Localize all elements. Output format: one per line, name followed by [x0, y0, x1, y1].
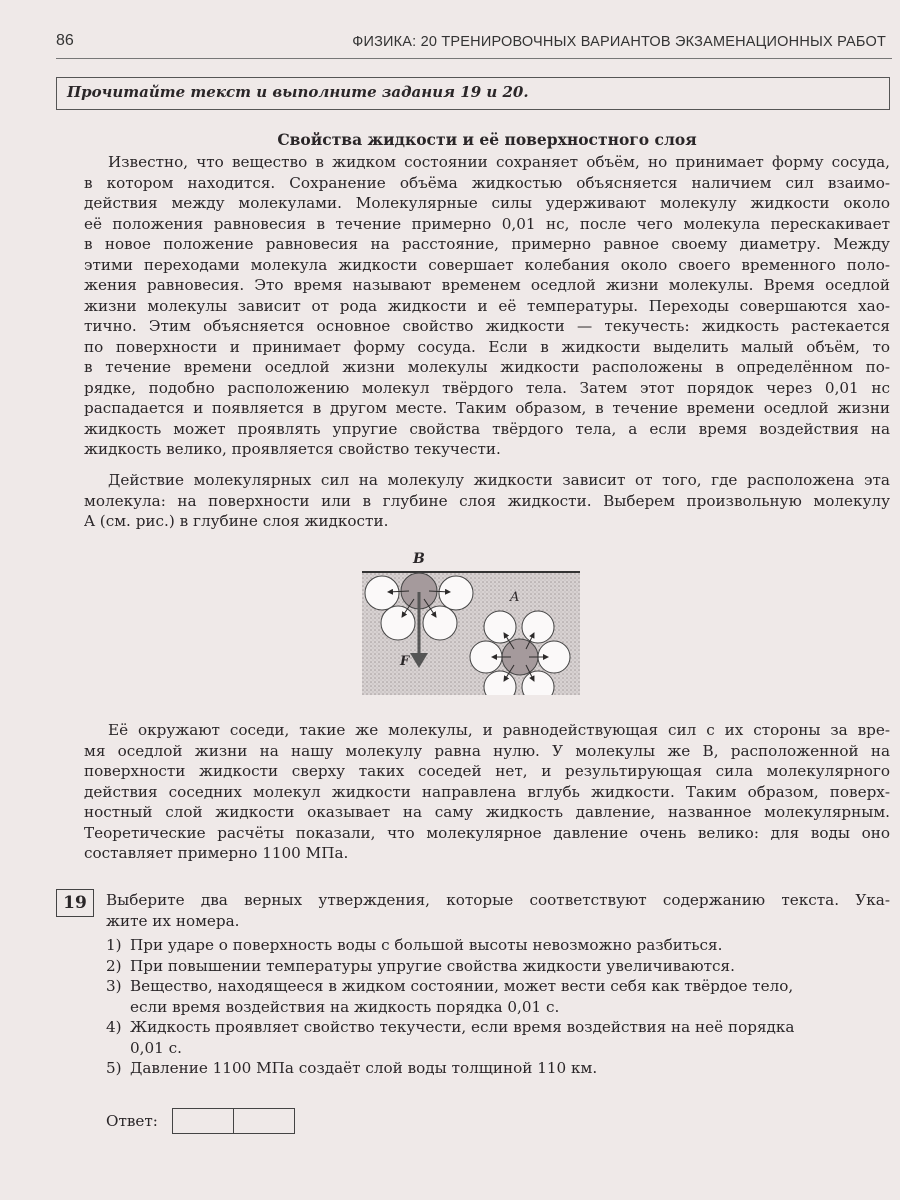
text-line: в течение времени оседлой жизни молекулы жидкости расположены в определённом по-	[84, 358, 890, 376]
text-line: жите их номера.	[106, 911, 240, 930]
running-title: ФИЗИКА: 20 ТРЕНИРОВОЧНЫХ ВАРИАНТОВ ЭКЗАМЕНАЦИОННЫХ РАБОТ	[352, 34, 886, 50]
text-line: ностный слой жидкости оказывает на саму жидкость давление, названное молекулярным.	[84, 803, 890, 821]
answer-options	[106, 935, 890, 1079]
text-line: молекула: на поверхности или в глубине слоя жидкости. Выберем произвольную молекулу	[84, 491, 890, 510]
instruction-box	[56, 77, 890, 110]
option-number: 3)	[106, 977, 122, 995]
text-line: тично. Этим объясняется основное свойство жидкости — текучесть: жидкость растекается	[84, 317, 890, 335]
paragraph-2	[84, 470, 890, 532]
paragraph-3	[84, 720, 890, 864]
question-prompt	[106, 890, 890, 931]
molecule-figure	[362, 545, 582, 699]
molecule-diagram	[362, 545, 582, 695]
text-line: её положения равновесия в течение примерно 0,01 нс, после чего молекула перескакивает	[84, 214, 890, 233]
text-line: поверхности жидкости сверху таких соседей нет, и результирующая сила молекулярного	[84, 762, 890, 780]
label-b: B	[413, 551, 425, 567]
option-item	[106, 956, 890, 977]
text-line: Известно, что вещество в жидком состоянии сохраняет объём, но принимает форму сосуда,	[108, 153, 890, 171]
option-number: 4)	[106, 1018, 122, 1036]
answer-cell-2[interactable]	[234, 1108, 295, 1134]
text-line: в новое положение равновесия на расстояние, примерно равное своему диаметру. Между	[84, 235, 890, 253]
answer-label: Ответ:	[106, 1112, 158, 1130]
option-text: При ударе о поверхность воды с большой высоты невозможно разбиться.	[130, 936, 723, 954]
answer-row	[106, 1108, 295, 1134]
option-item	[106, 935, 890, 956]
label-a: A	[510, 590, 520, 605]
option-item	[106, 1058, 890, 1079]
text-line: по поверхности и принимает форму сосуда. Если в жидкости выделить малый объём, то	[84, 337, 890, 356]
answer-cell-1[interactable]	[172, 1108, 234, 1134]
text-line: жидкость велико, проявляется свойство текучести.	[84, 440, 501, 458]
text-line: действия между молекулами. Молекулярные силы удерживают молекулу жидкости около	[84, 194, 890, 212]
text-line: Теоретические расчёты показали, что молекулярное давление очень велико: для воды оно	[84, 823, 890, 842]
article-title: Свойства жидкости и её поверхностного слоя	[277, 130, 697, 149]
text-line: Действие молекулярных сил на молекулу жидкости зависит от того, где расположена эта	[108, 471, 890, 489]
answer-cells	[172, 1108, 295, 1134]
option-text: При повышении температуры упругие свойства жидкости увеличиваются.	[130, 956, 735, 975]
option-text: Вещество, находящееся в жидком состоянии, может вести себя как твёрдое тело, если время воздействия на жидкость порядка 0,01 с.	[130, 977, 794, 1016]
option-item	[106, 976, 890, 1017]
option-text: Давление 1100 МПа создаёт слой воды толщиной 110 км.	[130, 1059, 598, 1077]
header-rule	[56, 58, 892, 59]
option-number: 2)	[106, 956, 122, 975]
page-number: 86	[56, 32, 74, 49]
text-line: составляет примерно 1100 МПа.	[84, 844, 349, 862]
text-line: жения равновесия. Это время называют временем оседлой жизни молекулы. Время оседлой	[84, 276, 890, 294]
instruction-text: Прочитайте текст и выполните задания 19 и 20.	[67, 83, 529, 101]
text-line: рядке, подобно расположению молекул твёрдого тела. Затем этот порядок через 0,01 нс	[84, 378, 890, 397]
text-line: A (см. рис.) в глубине слоя жидкости.	[84, 512, 389, 530]
text-line: этими переходами молекула жидкости совершает колебания около своего временного поло-	[84, 255, 890, 274]
question-number-box: 19	[56, 889, 94, 917]
text-line: действия соседних молекул жидкости направлена вглубь жидкости. Таким образом, поверх-	[84, 782, 890, 801]
text-line: жидкость может проявлять упругие свойства твёрдого тела, а если время воздействия на	[84, 419, 890, 438]
label-f: F	[400, 654, 410, 669]
paragraph-1	[84, 152, 890, 460]
text-line: распадается и появляется в другом месте. Таким образом, в течение времени оседлой жизни	[84, 399, 890, 417]
text-line: жизни молекулы зависит от рода жидкости и её температуры. Переходы совершаются хао-	[84, 296, 890, 315]
text-line: мя оседлой жизни на нашу молекулу равна нулю. У молекулы же B, расположенной на	[84, 741, 890, 760]
option-text: Жидкость проявляет свойство текучести, если время воздействия на неё порядка 0,01 с.	[130, 1018, 795, 1057]
text-line: Выберите два верных утверждения, которые соответствуют содержанию текста. Ука-	[106, 891, 890, 909]
text-line: Её окружают соседи, такие же молекулы, и равнодействующая сил с их стороны за вре-	[108, 721, 890, 739]
text-line: в котором находится. Сохранение объёма жидкостью объясняется наличием сил взаимо-	[84, 173, 890, 192]
option-number: 1)	[106, 936, 122, 954]
option-number: 5)	[106, 1059, 122, 1077]
option-item	[106, 1017, 890, 1058]
